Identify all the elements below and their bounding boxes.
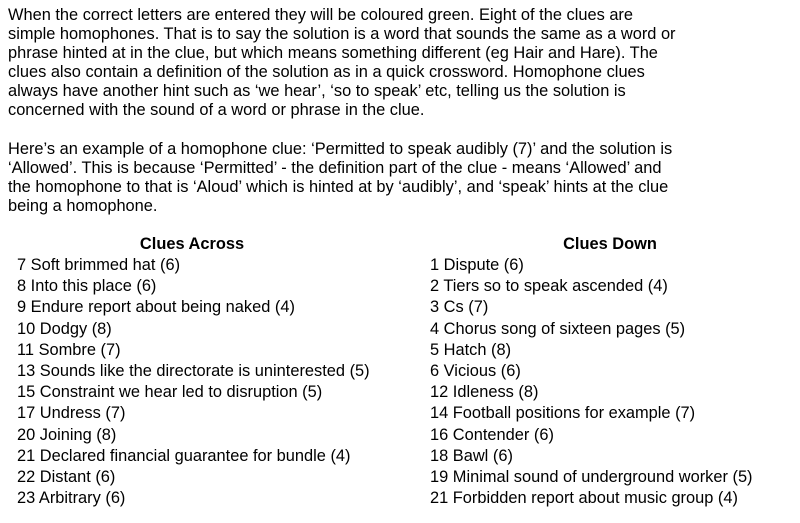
clue-down-item: 3 Cs (7) — [430, 298, 489, 317]
clue-across-item: 17 Undress (7) — [17, 404, 126, 423]
example-paragraph: Here’s an example of a homophone clue: ‘Permitted to speak audibly (7)’ and the solution is ‘Allowed’. This is because ‘Permitted’ - the definition part of the clue - means ‘Allowed’ and the homophone to that is ‘Aloud’ which is hinted at by ‘audibly’, and ‘speak’ hints at the clue being a homophone. — [8, 140, 673, 215]
clue-down-item: 6 Vicious (6) — [430, 361, 521, 380]
clue-across-item: 8 Into this place (6) — [17, 277, 157, 296]
clue-across-item: 22 Distant (6) — [17, 467, 116, 486]
clue-across-item: 9 Endure report about being naked (4) — [17, 298, 295, 317]
clues-across-list — [17, 255, 417, 509]
clue-down-item: 2 Tiers so to speak ascended (4) — [430, 277, 668, 296]
clue-across-item: 10 Dodgy (8) — [17, 319, 112, 338]
clue-down-item: 1 Dispute (6) — [430, 256, 524, 274]
clue-across-item: 15 Constraint we hear led to disruption (5) — [17, 383, 323, 402]
clues-down-heading: Clues Down — [563, 235, 657, 253]
clue-across-item: 7 Soft brimmed hat (6) — [17, 256, 181, 274]
clue-down-item: 18 Bawl (6) — [430, 446, 513, 465]
clue-down-item: 21 Forbidden report about music group (4) — [430, 489, 738, 508]
clues-across-section — [17, 234, 417, 509]
clue-across-item: 21 Declared financial guarantee for bundle (4) — [17, 446, 351, 465]
clue-down-item: 5 Hatch (8) — [430, 340, 512, 359]
clue-down-item: 19 Minimal sound of underground worker (5) — [430, 467, 753, 486]
clue-across-item: 23 Arbitrary (6) — [17, 489, 126, 508]
clue-down-item: 16 Contender (6) — [430, 425, 554, 444]
clue-across-item: 13 Sounds like the directorate is uninterested (5) — [17, 361, 370, 380]
clue-down-item: 4 Chorus song of sixteen pages (5) — [430, 319, 686, 338]
clue-across-item: 11 Sombre (7) — [17, 340, 121, 359]
instructions-paragraph: When the correct letters are entered they will be coloured green. Eight of the clues are simple homophones. That is to say the solution is a word that sounds the same as a word or phrase hinted at in the clue, but which means something different (eg Hair and Hare). The clues also contain a definition of the solution as in a quick crossword. Homophone clues always have another hint such as ‘we hear’, ‘so to speak’ etc, telling us the solution is concerned with the sound of a word or phrase in the clue. — [8, 6, 676, 119]
clues-across-heading: Clues Across — [139, 235, 245, 253]
clue-across-item: 20 Joining (8) — [17, 425, 117, 444]
clue-down-item: 14 Football positions for example (7) — [430, 404, 696, 423]
clues-down-list — [430, 255, 800, 509]
clues-down-section — [430, 234, 800, 509]
clue-down-item: 12 Idleness (8) — [430, 383, 539, 402]
